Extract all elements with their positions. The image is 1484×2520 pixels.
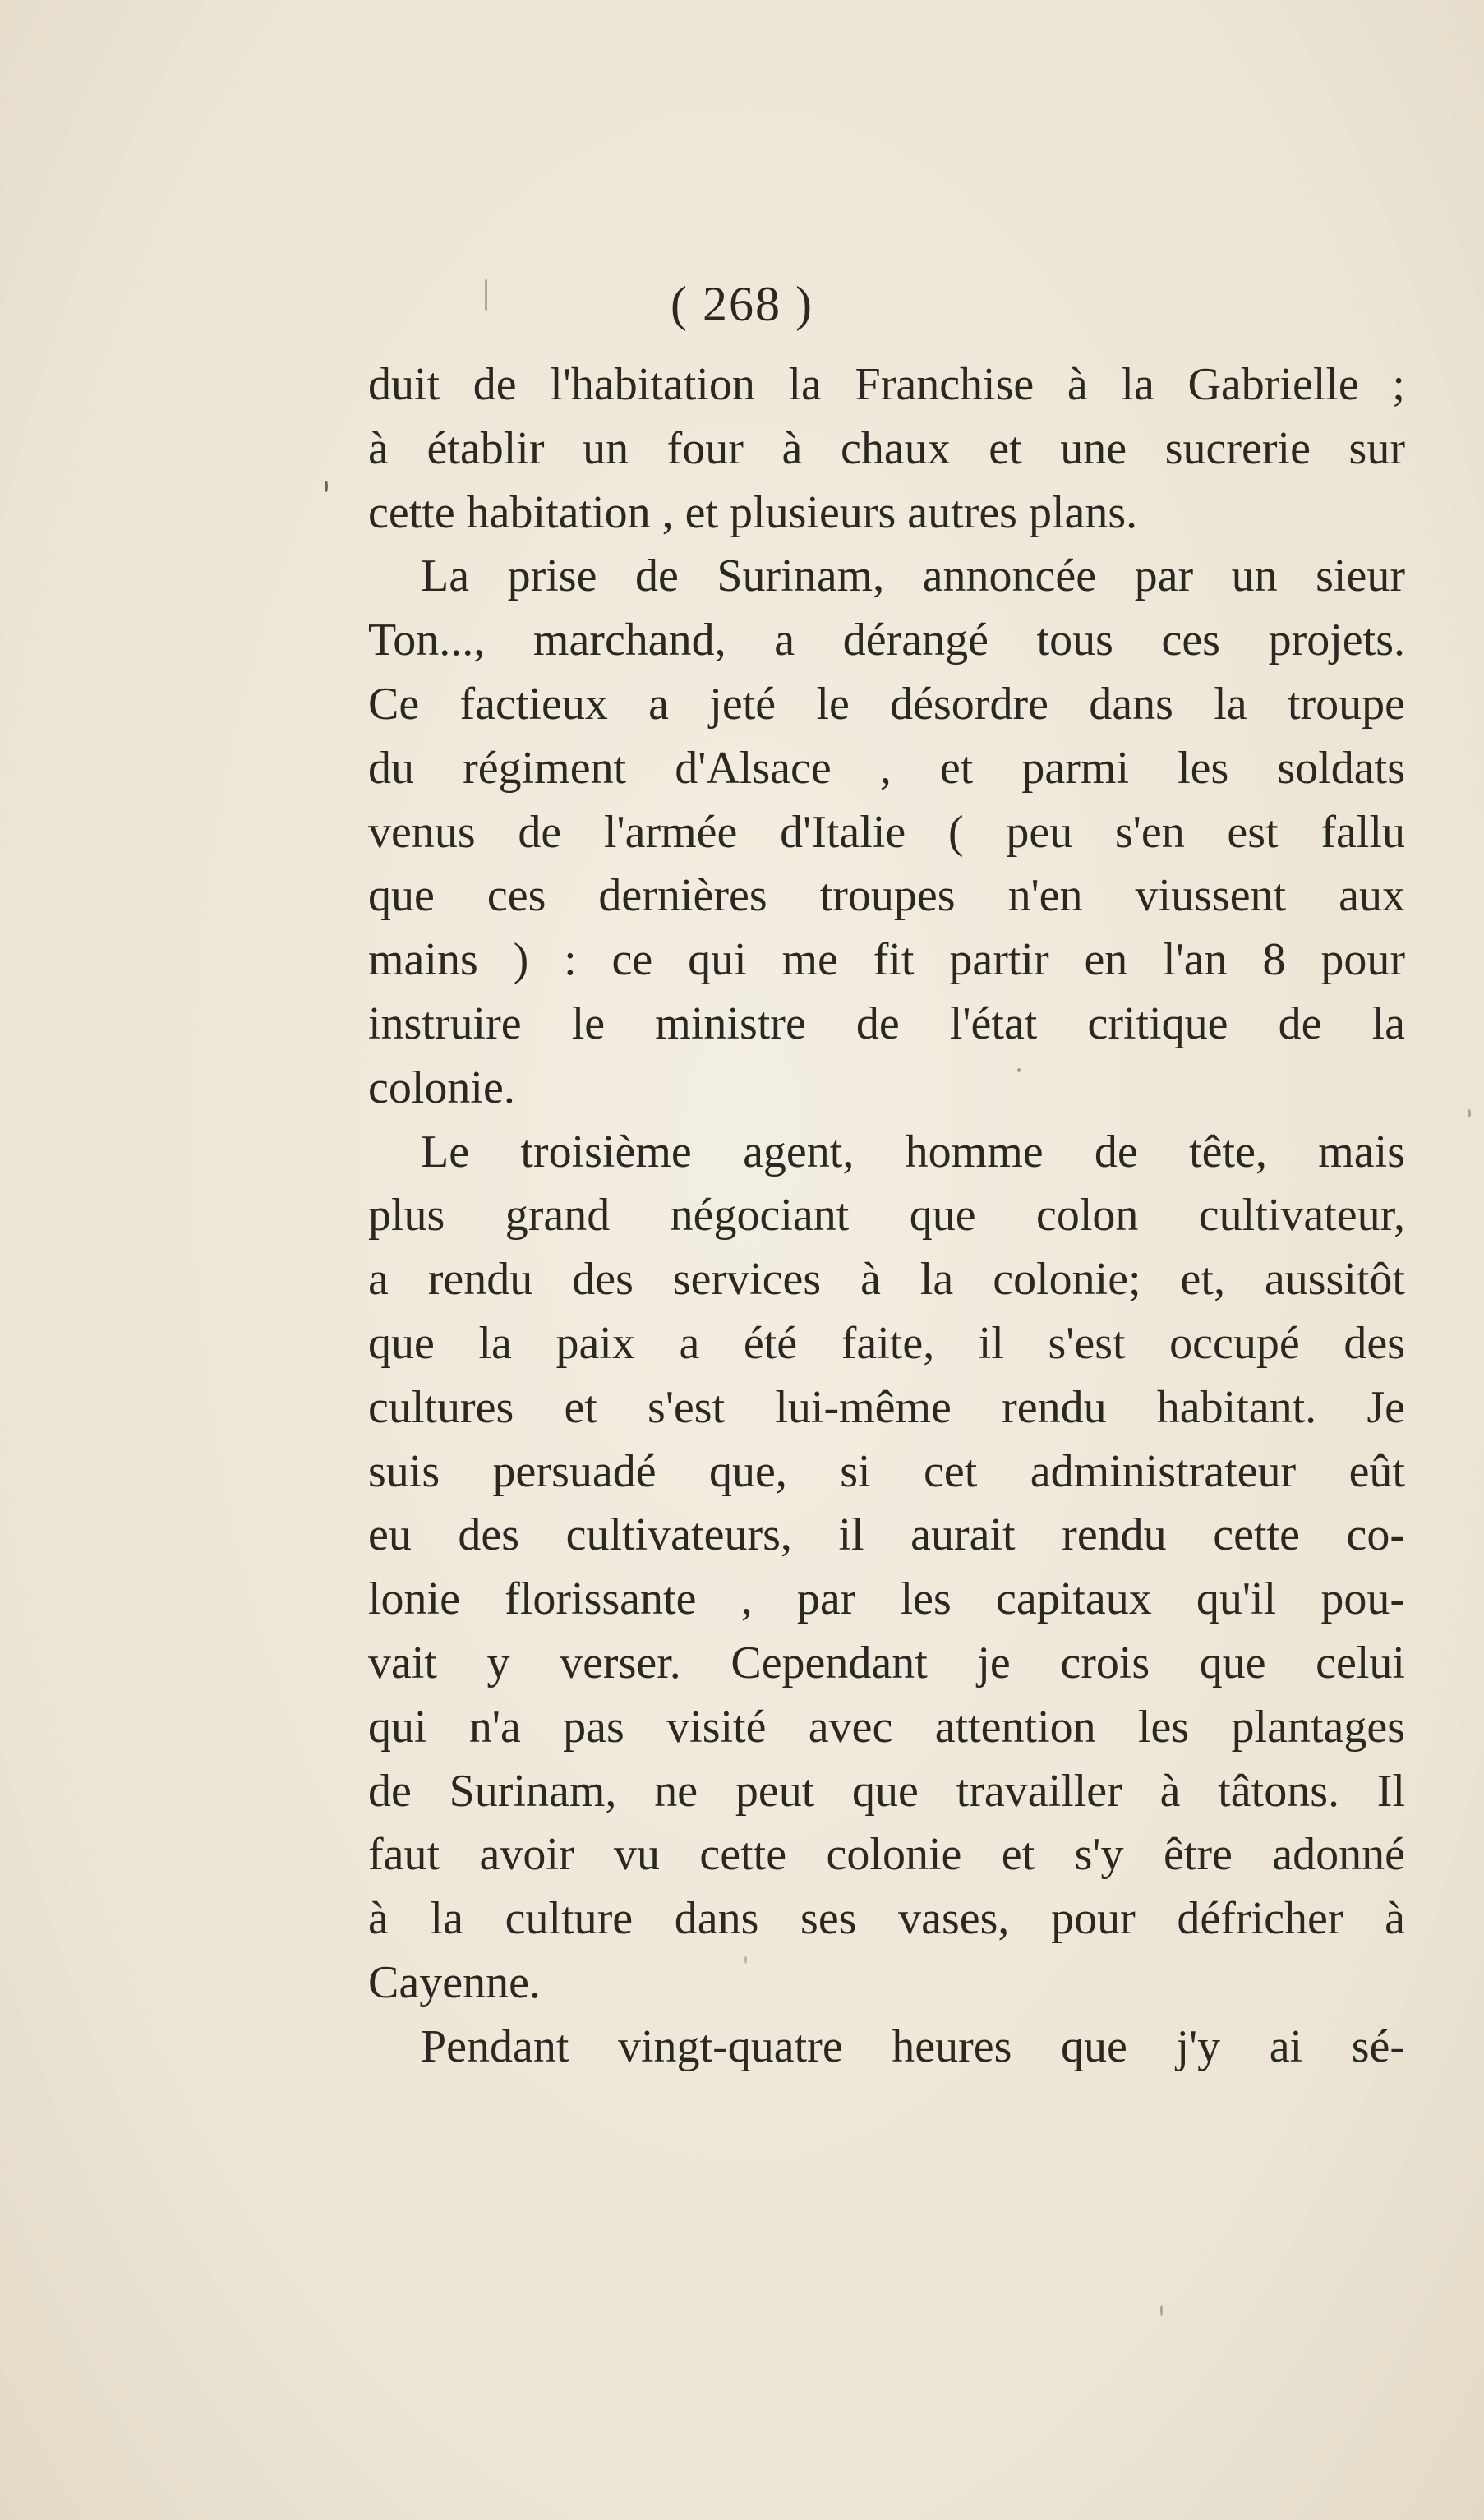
- text-line: cultures et s'est lui-même rendu habitant. Je: [368, 1381, 1405, 1433]
- text-line: Ton..., marchand, a dérangé tous ces projets.: [368, 615, 1405, 666]
- text-line: colonie.: [368, 1062, 515, 1113]
- text-line: Le troisième agent, homme de tête, mais: [421, 1126, 1405, 1177]
- text-line: faut avoir vu cette colonie et s'y être adonné: [368, 1829, 1405, 1881]
- text-line: du régiment d'Alsace , et parmi les soldats: [368, 742, 1405, 794]
- page-number: ( 268 ): [671, 277, 813, 331]
- text-line: Cayenne.: [368, 1956, 541, 2008]
- text-line: mains ) : ce qui me fit partir en l'an 8 pour: [368, 934, 1405, 986]
- text-line: instruire le ministre de l'état critique de la: [368, 997, 1405, 1049]
- text-line: Ce factieux a jeté le désordre dans la troupe: [368, 678, 1405, 730]
- text-line: vait y verser. Cependant je crois que celui: [368, 1637, 1405, 1688]
- text-line: lonie florissante , par les capitaux qu'il pou-: [368, 1573, 1405, 1625]
- text-line: cette habitation , et plusieurs autres plans.: [368, 486, 1138, 538]
- text-line: que ces dernières troupes n'en viussent aux: [368, 870, 1405, 922]
- text-line: La prise de Surinam, annoncée par un sieur: [421, 551, 1405, 602]
- text-line: de Surinam, ne peut que travailler à tâtons. Il: [368, 1765, 1405, 1817]
- text-line: que la paix a été faite, il s'est occupé des: [368, 1317, 1405, 1369]
- text-line: plus grand négociant que colon cultivateur,: [368, 1190, 1405, 1242]
- text-line: a rendu des services à la colonie; et, aussitôt: [368, 1254, 1405, 1306]
- text-line: qui n'a pas visité avec attention les plantages: [368, 1701, 1405, 1753]
- text-line: Pendant vingt-quatre heures que j'y ai sé-: [421, 2020, 1405, 2072]
- text-line: eu des cultivateurs, il aurait rendu cette co-: [368, 1509, 1405, 1561]
- text-line: suis persuadé que, si cet administrateur eût: [368, 1445, 1405, 1497]
- text-line: venus de l'armée d'Italie ( peu s'en est fallu: [368, 806, 1405, 858]
- ink-speck: [1160, 2305, 1163, 2316]
- text-line: duit de l'habitation la Franchise à la Gabrielle ;: [368, 359, 1405, 410]
- ink-speck: [325, 481, 328, 492]
- text-line: à la culture dans ses vases, pour défricher à: [368, 1893, 1405, 1945]
- body-text: [368, 353, 1405, 2080]
- ink-speck: [1468, 1109, 1471, 1117]
- text-line: à établir un four à chaux et une sucrerie sur: [368, 422, 1405, 474]
